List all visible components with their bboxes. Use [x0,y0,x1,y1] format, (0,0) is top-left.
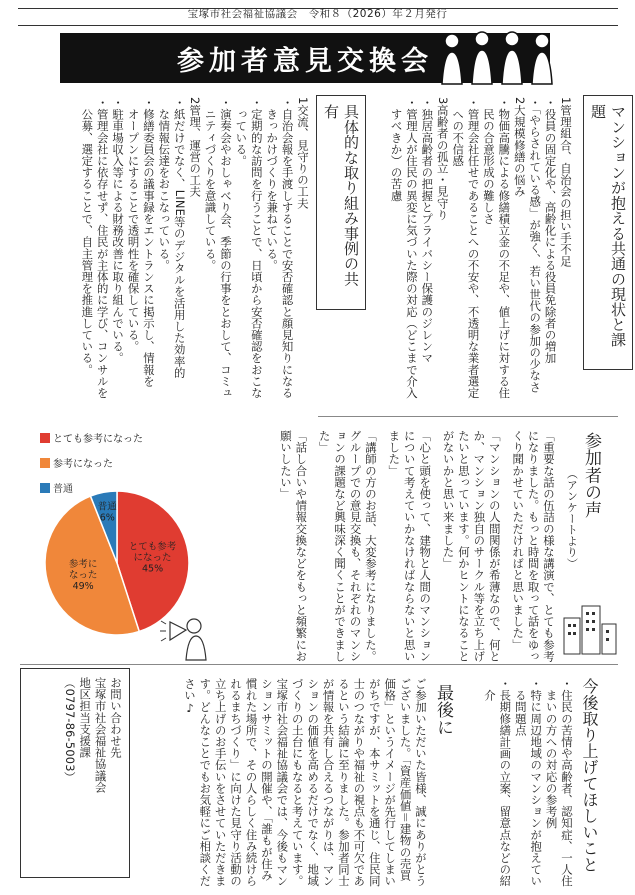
future-body [470,678,574,888]
voices-title [580,432,602,552]
legend-label: 参考になった [53,459,113,470]
legend-swatch [40,458,50,468]
voices-subtitle-text: （アンケートより） [565,468,579,569]
voices-body [180,430,556,662]
contact-line: 地区担当支援課 [78,677,93,759]
common-issues-title [583,95,633,370]
section-divider [318,416,618,417]
future-title-text: 今後取り上げてほしいこと [580,678,599,873]
publisher-info: 宝塚市社会福祉協議会 令和８（2026）年２月発行 [187,8,448,20]
list-item: きっかけづくりを兼ねている。 [265,97,280,271]
list-item: ・定期的な訪問を行うことで、日頃から安否確認をおこな [249,97,264,399]
list-item: 1管理組合、自治会の担い手不足 [559,97,573,267]
legend-item [40,430,143,445]
examples-body [70,97,310,407]
buildings-illustration [560,600,620,655]
quote: 「重要な話の伍詰の様な講演で、とても参考になりました。もっと時間を取って話をゆっくり聞かせていただければと思いました」 [511,430,556,662]
pie-label-very-helpful: とても参考になった 45% [128,541,177,575]
common-issues-title-text: マンションが抱える共通の現状と課題 [589,104,627,348]
list-item: ・管理会社任せであることへの不安や、不透明な業者選定 [466,97,481,399]
common-issues-body [378,97,573,407]
voices-title-text: 参加者の声 [581,432,601,518]
closing-text: ご参加いただいた皆様、誠にありがとうございました。「資産価値＝建物の売買価格」というイメージが先行してしまいがちですが、本サミットを通じ、住民同士のつながりや福祉の視点も不可欠であるという結論に至りました。参加者同士が情報を共有し合えるつながりは、マンションの価値を高めるだけでなく、地域づくりの土台にもなると考えています。宝塚市社会福祉協議会では、今後もマンションサミットの開催や、「誰もが住み慣れた場所で、その人らしく住み続けられるまちづくり」に向けた見守り活動の立ち上げのお手伝いをさせていただきます。どんなことでもお気軽にご相談ください♪ [182,678,428,887]
quote: 「心と頭を使って、建物と人間のマンションについて考えていかなければならないと思いました」 [387,430,433,662]
legend-label: とても参考になった [53,434,143,445]
closing-title [432,684,454,764]
list-item: ・物価高騰による修繕積立金の不足や、値上げに対する住 [497,97,512,399]
list-item: ・特に周辺地域のマンションが抱えてい [529,678,544,887]
list-item: ・役員の固定化や、高齢化による役員免除者の増加 [543,97,558,364]
list-item: への不信感 [451,97,466,167]
list-item: ・管理会社に依存せず、住民が主体的に学び、コンサルを [95,97,110,399]
contact-line: 宝塚市社会福祉協議会 [93,677,108,793]
pie-label-helpful: 参考になった 49% [68,559,98,593]
quote: 「話し合いや情報交換などをもっと頻繁にお願いしたい」 [278,430,309,662]
list-item: 2大規模修繕の悩み [512,97,527,198]
list-item: オープンにすることで透明性を確保している。 [126,97,141,353]
examples-title [316,95,366,310]
closing-body [140,678,428,888]
list-item: すべきか）の苦慮 [389,97,404,202]
legend-label: 普通 [53,484,73,495]
quote: 「講師の方のお話、大変参考になりました。グループでの意見交換も、それぞれのマンションの課題など興味深く聞くことができました」 [317,430,378,662]
list-item: 3高齢者の孤立・見守り [435,97,450,221]
contact-box [20,668,130,878]
list-item: る問題点 [513,678,528,736]
examples-title-text: 具体的な取り組み事例の共有 [322,104,360,287]
list-item: ・長期修繕計画の立案、留意点などの紹 [498,678,513,887]
list-item: 2管理、運営の工夫 [188,97,203,198]
list-item: ・「やらされている感」が強く、若い世代の参加の少なさ [528,97,543,393]
section-divider [20,664,618,665]
list-item: ・管理人が住民の異変に気づいた際の対応（どこまで介入 [404,97,419,399]
list-item: ニティづくりを意識している。 [203,97,218,271]
list-item: な情報伝達をおこなっている。 [157,97,172,271]
list-item: ・自治会報を手渡しすることで安否確認と顔見知りになる [280,97,295,399]
list-item: 1交流、見守りの工夫 [296,97,310,209]
legend-swatch [40,433,50,443]
people-illustration [432,26,562,88]
list-item: ・紙だけでなく、LINE等のデジタルを活用した効率的 [172,97,187,379]
list-item: まいの方への対応の参考例 [544,678,559,829]
quote: 「マンションの人間関係が希薄なので、何とか、マンション独自のサークル等を立ち上げたいと思っています。何かヒントになることがないかと思い来ました」 [441,430,502,662]
list-item: ・演奏会やおしゃべり会、季節の行事をとおして、コミュ [218,97,233,399]
legend-item [40,455,143,470]
list-item: ・住民の苦情や高齢者、認知症、一人住 [560,678,574,887]
list-item: 介 [482,678,497,702]
list-item: ・修繕委員会の議事録をエントランスに掲示し、情報を [141,97,156,387]
pie-label-normal: 普通 6% [97,501,117,524]
closing-title-text: 最後に [433,684,453,736]
contact-body [61,677,123,869]
contact-line: （0797-86-5003） [62,677,77,784]
list-item: ・独居高齢者の把握とプライバシー保護のジレンマ [420,97,435,364]
future-title [578,678,600,888]
megaphone-person-illustration [158,612,218,662]
page-title-text: 参加者意見交換会 [177,45,433,77]
list-item: っている。 [234,97,249,167]
voices-subtitle [564,468,579,578]
contact-line: お問い合わせ先 [109,677,123,759]
list-item: ・駐車場収入等による財務改善に取り組んでいる。 [111,97,126,364]
list-item: 民の合意形成の難しさ [481,97,496,225]
list-item: 公募、選定することで、自主管理を推進している。 [80,97,95,376]
